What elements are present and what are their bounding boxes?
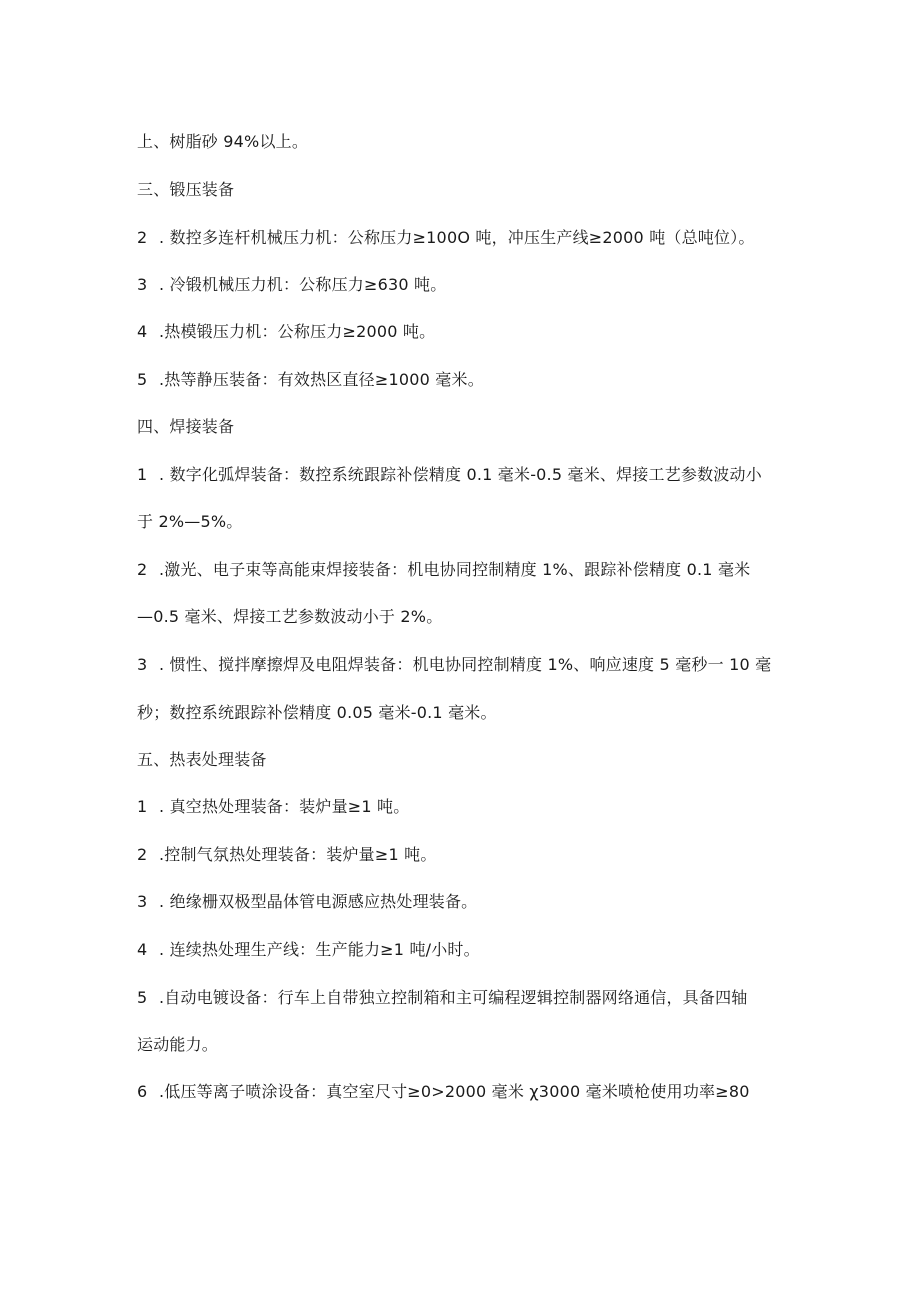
list-item (137, 465, 762, 485)
item-number: 5 (137, 988, 148, 1007)
list-item (137, 655, 771, 675)
text-line (137, 703, 497, 723)
section-heading (137, 180, 234, 200)
list-item (137, 940, 480, 960)
line-text: 三、锻压装备 (137, 180, 235, 199)
item-number: 1 (137, 797, 148, 816)
text-line (137, 1035, 218, 1055)
line-text: 五、热表处理装备 (137, 750, 267, 769)
line-text: .控制气氛热处理装备：装炉量≥1 吨。 (159, 845, 437, 864)
line-text: . 真空热处理装备：装炉量≥1 吨。 (159, 797, 410, 816)
item-number: 6 (137, 1082, 148, 1101)
line-text: 上、树脂砂 94%以上。 (137, 132, 309, 151)
list-item (137, 988, 748, 1008)
item-number: 2 (137, 845, 148, 864)
section-heading (137, 750, 267, 770)
text-line (137, 512, 242, 532)
item-number: 4 (137, 940, 148, 959)
line-text: .低压等离子喷涂设备：真空室尺寸≥0>2000 毫米 χ3000 毫米喷枪使用功率≥80 (159, 1082, 750, 1101)
list-item (137, 1082, 750, 1102)
item-number: 2 (137, 560, 148, 579)
line-text: 秒；数控系统跟踪补偿精度 0.05 毫米-0.1 毫米。 (137, 703, 497, 722)
line-text: 于 2%—5%。 (137, 512, 243, 531)
item-number: 2 (137, 228, 148, 247)
line-text: .热模锻压力机：公称压力≥2000 吨。 (159, 322, 436, 341)
text-line (137, 132, 308, 152)
line-text: . 连续热处理生产线：生产能力≥1 吨/小时。 (159, 940, 480, 959)
text-line (137, 607, 442, 627)
item-number: 5 (137, 370, 148, 389)
line-text: . 数控多连杆机械压力机：公称压力≥100O 吨，冲压生产线≥2000 吨（总吨位）。 (159, 228, 755, 247)
line-text: —0.5 毫米、焊接工艺参数波动小于 2%。 (137, 607, 443, 626)
list-item (137, 275, 446, 295)
list-item (137, 322, 435, 342)
line-text: .激光、电子束等高能束焊接装备：机电协同控制精度 1%、跟踪补偿精度 0.1 毫米 (159, 560, 751, 579)
item-number: 3 (137, 655, 148, 674)
line-text: 四、焊接装备 (137, 417, 235, 436)
item-number: 1 (137, 465, 148, 484)
list-item (137, 370, 484, 390)
line-text: . 冷锻机械压力机：公称压力≥630 吨。 (159, 275, 447, 294)
list-item (137, 892, 477, 912)
line-text: . 惯性、搅拌摩擦焊及电阻焊装备：机电协同控制精度 1%、响应速度 5 毫秒一 10 毫 (159, 655, 772, 674)
section-heading (137, 417, 234, 437)
line-text: .自动电镀设备：行车上自带独立控制箱和主可编程逻辑控制器网络通信，具备四轴 (159, 988, 748, 1007)
list-item (137, 845, 437, 865)
list-item (137, 560, 750, 580)
item-number: 4 (137, 322, 148, 341)
list-item (137, 228, 755, 248)
list-item (137, 797, 409, 817)
line-text: 运动能力。 (137, 1035, 219, 1054)
line-text: . 数字化弧焊装备：数控系统跟踪补偿精度 0.1 毫米-0.5 毫米、焊接工艺参数波动小 (159, 465, 762, 484)
line-text: . 绝缘栅双极型晶体管电源感应热处理装备。 (159, 892, 478, 911)
item-number: 3 (137, 892, 148, 911)
item-number: 3 (137, 275, 148, 294)
line-text: .热等静压装备：有效热区直径≥1000 毫米。 (159, 370, 484, 389)
